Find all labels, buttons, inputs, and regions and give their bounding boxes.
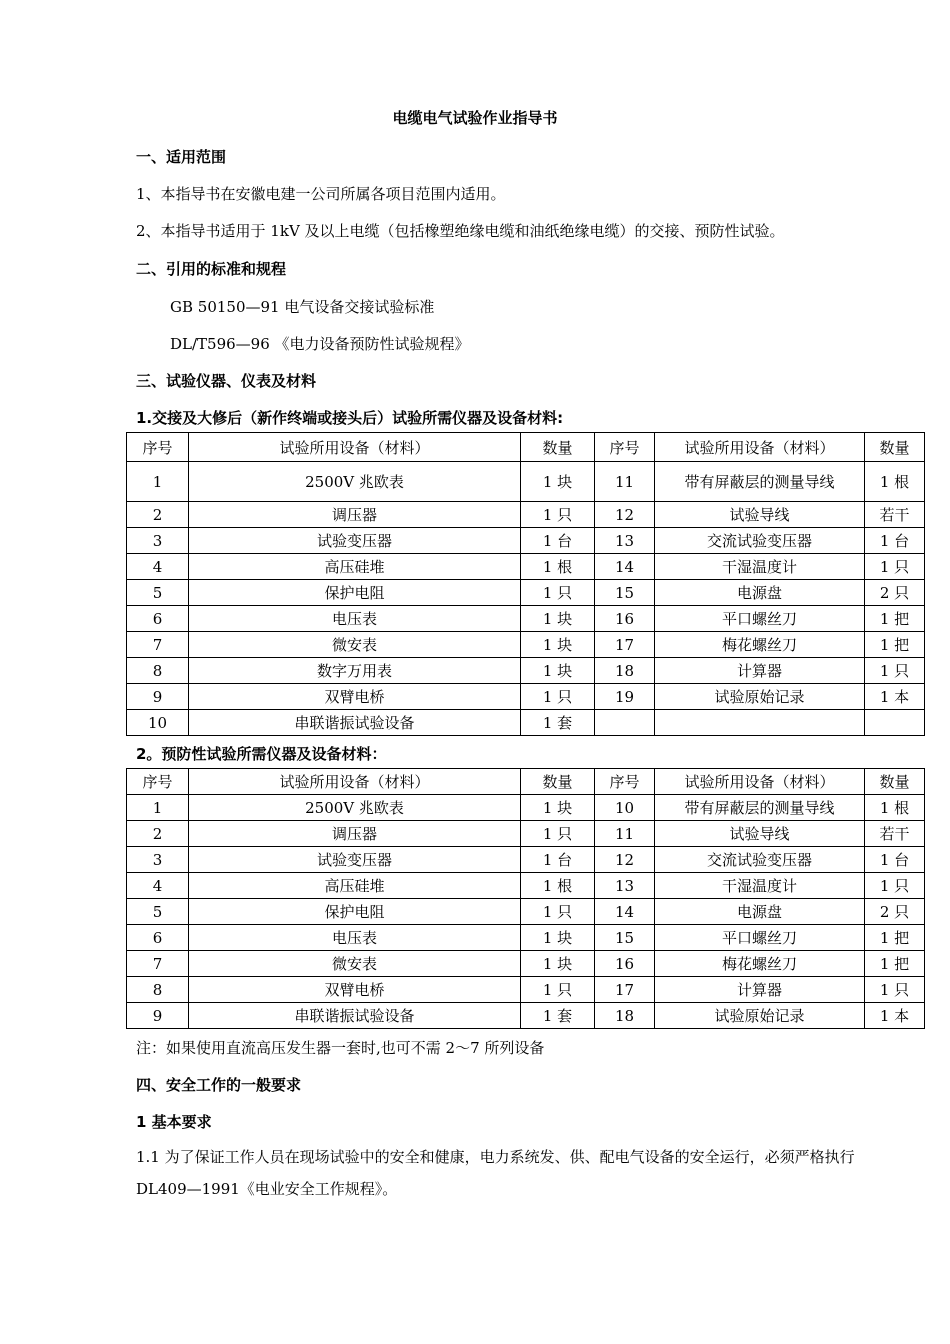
table-cell: 双臂电桥 — [189, 684, 521, 710]
table-cell: 干湿温度计 — [655, 554, 865, 580]
table-cell: 电压表 — [189, 606, 521, 632]
table-cell: 18 — [595, 1003, 655, 1029]
table-cell: 1 只 — [865, 658, 925, 684]
table-cell: 1 只 — [865, 554, 925, 580]
table-cell: 14 — [595, 554, 655, 580]
equipment-table-preventive — [126, 768, 925, 1029]
table-cell: 平口螺丝刀 — [655, 606, 865, 632]
table-cell: 18 — [595, 658, 655, 684]
table-cell: 计算器 — [655, 658, 865, 684]
table-row — [127, 632, 925, 658]
column-header: 试验所用设备（材料） — [655, 433, 865, 462]
table-row — [127, 658, 925, 684]
table-cell: 微安表 — [189, 951, 521, 977]
table-cell: 1 只 — [521, 821, 595, 847]
table-cell: 1 只 — [865, 873, 925, 899]
table-cell: 高压硅堆 — [189, 554, 521, 580]
table-cell: 4 — [127, 873, 189, 899]
table-cell: 电源盘 — [655, 899, 865, 925]
table-note: 注：如果使用直流高压发生器一套时,也可不需 2～7 所列设备 — [136, 1039, 545, 1057]
table-row — [127, 951, 925, 977]
table-cell: 1 根 — [521, 873, 595, 899]
table-cell: 1 只 — [521, 977, 595, 1003]
table-cell: 试验变压器 — [189, 847, 521, 873]
table-header-row — [127, 769, 925, 795]
table-cell: 11 — [595, 462, 655, 502]
table-row — [127, 462, 925, 502]
table-cell: 1 本 — [865, 684, 925, 710]
table-cell: 16 — [595, 951, 655, 977]
table-cell: 1 根 — [865, 462, 925, 502]
table-cell: 计算器 — [655, 977, 865, 1003]
table-cell: 1 只 — [521, 684, 595, 710]
equipment-table-handover — [126, 432, 925, 736]
table-cell: 1 套 — [521, 1003, 595, 1029]
table-cell: 双臂电桥 — [189, 977, 521, 1003]
table-cell: 1 根 — [865, 795, 925, 821]
table-cell: 1 块 — [521, 606, 595, 632]
table-row — [127, 873, 925, 899]
table-cell: 数字万用表 — [189, 658, 521, 684]
table-cell: 2 — [127, 821, 189, 847]
table-cell: 1 台 — [521, 528, 595, 554]
table-row — [127, 528, 925, 554]
table-cell: 7 — [127, 632, 189, 658]
table-cell: 1 块 — [521, 632, 595, 658]
table-cell: 14 — [595, 899, 655, 925]
table-cell: 15 — [595, 925, 655, 951]
section-2-heading: 二、引用的标准和规程 — [136, 260, 287, 278]
table-cell: 试验变压器 — [189, 528, 521, 554]
table-cell: 1 块 — [521, 462, 595, 502]
table-cell: 试验原始记录 — [655, 1003, 865, 1029]
column-header: 数量 — [865, 769, 925, 795]
table-cell: 电压表 — [189, 925, 521, 951]
table-row — [127, 795, 925, 821]
section-1-paragraph-2: 2、本指导书适用于 1kV 及以上电缆（包括橡塑绝缘电缆和油纸绝缘电缆）的交接、预防性试验。 — [136, 222, 785, 240]
table-cell: 1 台 — [865, 847, 925, 873]
document-title: 电缆电气试验作业指导书 — [392, 109, 558, 127]
table-cell: 2 只 — [865, 899, 925, 925]
table-cell: 11 — [595, 821, 655, 847]
section-1-paragraph-1: 1、本指导书在安徽电建一公司所属各项目范围内适用。 — [136, 185, 506, 203]
table-cell: 试验导线 — [655, 821, 865, 847]
table-cell: 1 台 — [865, 528, 925, 554]
table-cell: 1 — [127, 795, 189, 821]
table-cell: 1 块 — [521, 658, 595, 684]
table-cell: 4 — [127, 554, 189, 580]
column-header: 序号 — [595, 769, 655, 795]
table-cell: 干湿温度计 — [655, 873, 865, 899]
table-cell: 2 只 — [865, 580, 925, 606]
requirement-1-1: 1.1 为了保证工作人员在现场试验中的安全和健康，电力系统发、供、配电气设备的安全运行，必须严格执行 DL409—1991《电业安全工作规程》。 — [136, 1148, 855, 1198]
table-cell: 16 — [595, 606, 655, 632]
table-cell: 1 套 — [521, 710, 595, 736]
table-cell: 若干 — [865, 821, 925, 847]
table-cell: 3 — [127, 528, 189, 554]
table-cell: 试验导线 — [655, 502, 865, 528]
table-cell: 保护电阻 — [189, 899, 521, 925]
column-header: 试验所用设备（材料） — [655, 769, 865, 795]
table-row — [127, 684, 925, 710]
table-cell: 12 — [595, 847, 655, 873]
table-cell — [865, 710, 925, 736]
table-cell: 1 块 — [521, 925, 595, 951]
table-cell: 1 本 — [865, 1003, 925, 1029]
reference-gb50150: GB 50150—91 电气设备交接试验标准 — [170, 298, 435, 316]
table-cell: 试验原始记录 — [655, 684, 865, 710]
table-row — [127, 580, 925, 606]
table-cell: 梅花螺丝刀 — [655, 632, 865, 658]
table-cell: 15 — [595, 580, 655, 606]
table-cell: 电源盘 — [655, 580, 865, 606]
table-cell: 13 — [595, 873, 655, 899]
table-cell: 5 — [127, 899, 189, 925]
table-cell: 8 — [127, 658, 189, 684]
table-row — [127, 899, 925, 925]
table-cell — [595, 710, 655, 736]
table-cell: 1 块 — [521, 951, 595, 977]
table-cell: 串联谐振试验设备 — [189, 1003, 521, 1029]
table-cell: 3 — [127, 847, 189, 873]
table-cell: 10 — [595, 795, 655, 821]
table-cell: 1 — [127, 462, 189, 502]
table-cell: 1 根 — [521, 554, 595, 580]
table-cell: 17 — [595, 632, 655, 658]
table-cell: 微安表 — [189, 632, 521, 658]
table-cell — [655, 710, 865, 736]
table-cell: 6 — [127, 925, 189, 951]
table-cell: 调压器 — [189, 821, 521, 847]
table-cell: 5 — [127, 580, 189, 606]
table-cell: 1 台 — [521, 847, 595, 873]
reference-dlt596: DL/T596—96 《电力设备预防性试验规程》 — [170, 335, 470, 353]
table-cell: 2 — [127, 502, 189, 528]
table-row — [127, 606, 925, 632]
table-cell: 12 — [595, 502, 655, 528]
table-cell: 交流试验变压器 — [655, 528, 865, 554]
section-4-heading: 四、安全工作的一般要求 — [136, 1076, 302, 1094]
table-cell: 带有屏蔽层的测量导线 — [655, 462, 865, 502]
column-header: 试验所用设备（材料） — [189, 769, 521, 795]
table-cell: 1 只 — [521, 502, 595, 528]
table-cell: 1 把 — [865, 925, 925, 951]
table-cell: 交流试验变压器 — [655, 847, 865, 873]
table-cell: 1 只 — [521, 580, 595, 606]
table-cell: 1 块 — [521, 795, 595, 821]
table-1-caption: 1.交接及大修后（新作终端或接头后）试验所需仪器及设备材料: — [136, 409, 564, 427]
table-row — [127, 847, 925, 873]
section-3-heading: 三、试验仪器、仪表及材料 — [136, 372, 317, 390]
table-cell: 7 — [127, 951, 189, 977]
column-header: 序号 — [595, 433, 655, 462]
table-cell: 19 — [595, 684, 655, 710]
table-row — [127, 554, 925, 580]
table-cell: 调压器 — [189, 502, 521, 528]
table-cell: 17 — [595, 977, 655, 1003]
table-cell: 10 — [127, 710, 189, 736]
column-header: 试验所用设备（材料） — [189, 433, 521, 462]
table-row — [127, 710, 925, 736]
column-header: 序号 — [127, 433, 189, 462]
table-cell: 1 只 — [865, 977, 925, 1003]
table-cell: 9 — [127, 1003, 189, 1029]
table-cell: 1 把 — [865, 632, 925, 658]
table-cell: 1 把 — [865, 606, 925, 632]
column-header: 数量 — [865, 433, 925, 462]
column-header: 序号 — [127, 769, 189, 795]
table-cell: 梅花螺丝刀 — [655, 951, 865, 977]
basic-requirements-heading: 1 基本要求 — [136, 1113, 212, 1131]
table-row — [127, 821, 925, 847]
table-cell: 8 — [127, 977, 189, 1003]
table-cell: 串联谐振试验设备 — [189, 710, 521, 736]
table-cell: 高压硅堆 — [189, 873, 521, 899]
table-2-caption: 2。预防性试验所需仪器及设备材料： — [136, 745, 387, 763]
table-row — [127, 977, 925, 1003]
table-cell: 2500V 兆欧表 — [189, 462, 521, 502]
table-cell: 6 — [127, 606, 189, 632]
table-cell: 13 — [595, 528, 655, 554]
table-cell: 平口螺丝刀 — [655, 925, 865, 951]
section-1-heading: 一、适用范围 — [136, 148, 227, 166]
table-row — [127, 1003, 925, 1029]
table-cell: 1 只 — [521, 899, 595, 925]
table-row — [127, 502, 925, 528]
table-cell: 带有屏蔽层的测量导线 — [655, 795, 865, 821]
table-header-row — [127, 433, 925, 462]
table-cell: 若干 — [865, 502, 925, 528]
table-cell: 2500V 兆欧表 — [189, 795, 521, 821]
table-row — [127, 925, 925, 951]
table-cell: 1 把 — [865, 951, 925, 977]
table-cell: 保护电阻 — [189, 580, 521, 606]
column-header: 数量 — [521, 433, 595, 462]
column-header: 数量 — [521, 769, 595, 795]
table-cell: 9 — [127, 684, 189, 710]
